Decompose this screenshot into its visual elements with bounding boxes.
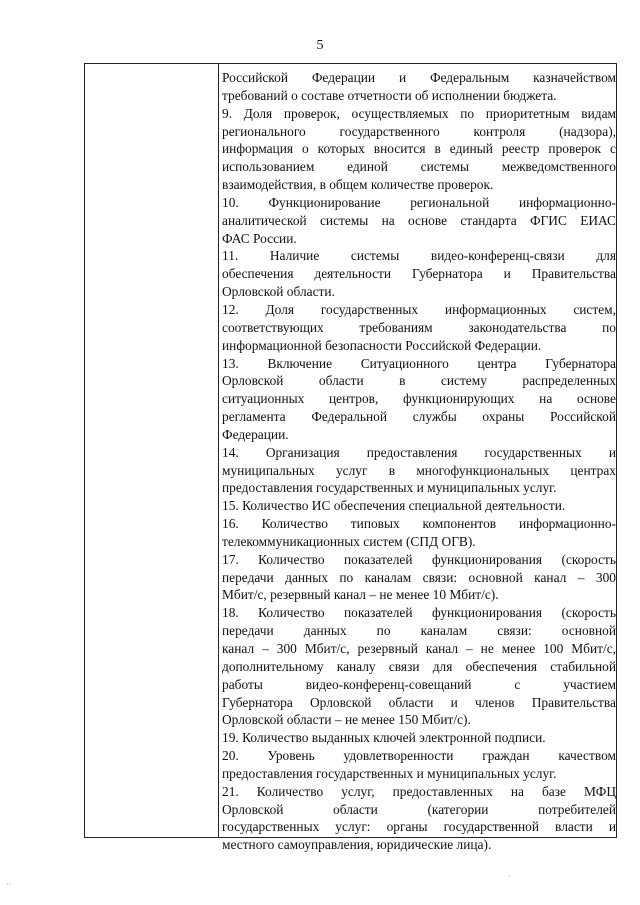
text-line: аналитической системы на основе стандарта ФГИС ЕИАС bbox=[222, 212, 616, 228]
text-line: передачи данных по каналам связи: основной канал – 300 bbox=[222, 569, 616, 585]
text-line: 15. Количество ИС обеспечения специальной деятельности. bbox=[222, 498, 566, 514]
text-line: 14. Организация предоставления государственных и bbox=[222, 444, 616, 460]
corner-mark: ·· bbox=[6, 880, 12, 889]
text-line: Российской Федерации и Федеральным казначейством bbox=[222, 70, 616, 85]
text-line: 21. Количество услуг, предоставленных на базе МФЦ bbox=[222, 783, 616, 799]
text-line: 16. Количество типовых компонентов информационно- bbox=[222, 516, 616, 532]
text-line: 20. Уровень удовлетворенности граждан качеством bbox=[222, 748, 616, 764]
text-line: 12. Доля государственных информационных систем, bbox=[222, 301, 616, 317]
text-line: информационной безопасности Российской Федерации. bbox=[222, 337, 542, 353]
text-line: 13. Включение Ситуационного центра Губернатора bbox=[222, 355, 616, 371]
text-line: канал – 300 Мбит/с, резервный канал – не менее 100 Мбит/с, bbox=[222, 641, 616, 656]
text-line: работы видео-конференц-совещаний с участием bbox=[222, 676, 616, 692]
text-line: 11. Наличие системы видео-конференц-связи для bbox=[222, 248, 616, 264]
text-line: местного самоуправления, юридические лица). bbox=[222, 837, 492, 853]
text-line: взаимодействия, в общем количестве проверок. bbox=[222, 177, 494, 193]
text-line: обеспечения деятельности Губернатора и Правительства bbox=[222, 266, 616, 282]
column-divider bbox=[218, 64, 219, 837]
text-line: предоставления государственных и муниципальных услуг. bbox=[222, 480, 557, 496]
text-line: Губернатора Орловской области и членов Правительства bbox=[222, 694, 616, 710]
text-line: ситуационных центров, функционирующих на основе bbox=[222, 391, 616, 407]
text-line: 17. Количество показателей функционирования (скорость bbox=[222, 551, 616, 567]
text-line: 9. Доля проверок, осуществляемых по приоритетным видам bbox=[222, 105, 616, 121]
text-line: 18. Количество показателей функционирования (скорость bbox=[222, 605, 616, 621]
page-number: 5 bbox=[316, 38, 324, 53]
text-line: Федерации. bbox=[222, 426, 289, 442]
text-line: ФАС России. bbox=[222, 230, 297, 246]
document-table bbox=[84, 63, 617, 853]
text-line: Орловской области – не менее 150 Мбит/с). bbox=[222, 712, 471, 728]
text-line: муниципальных услуг в многофункциональных центрах bbox=[222, 462, 616, 478]
text-line: Мбит/с, резервный канал – не менее 10 Мбит/с). bbox=[222, 587, 499, 603]
text-line: информация о которых вносится в единый реестр проверок с bbox=[222, 141, 616, 157]
text-line: Орловской области (категории потребителей bbox=[222, 801, 616, 817]
footer-mark: · bbox=[508, 872, 511, 881]
text-line: использованием единой системы межведомственного bbox=[222, 159, 616, 175]
text-line: требований о составе отчетности об исполнении бюджета. bbox=[222, 87, 557, 103]
text-line: регламента Федеральной службы охраны Российской bbox=[222, 409, 616, 425]
text-line: государственных услуг: органы государственной власти и bbox=[222, 819, 616, 835]
text-line: 19. Количество выданных ключей электронной подписи. bbox=[222, 730, 546, 746]
table-content-cell bbox=[222, 69, 616, 854]
text-line: телекоммуникационных систем (СПД ОГВ). bbox=[222, 533, 476, 549]
text-line: соответствующих требованиям законодательства по bbox=[222, 319, 616, 335]
text-line: Орловской области в систему распределенных bbox=[222, 373, 616, 389]
text-line: предоставления государственных и муниципальных услуг. bbox=[222, 765, 557, 781]
text-line: дополнительному каналу связи для обеспечения стабильной bbox=[222, 658, 616, 674]
text-line: Орловской области. bbox=[222, 284, 335, 300]
text-line: регионального государственного контроля (надзора), bbox=[222, 123, 616, 139]
text-line: 10. Функционирование региональной информационно- bbox=[222, 194, 616, 210]
text-line: передачи данных по каналам связи: основной bbox=[222, 623, 616, 639]
